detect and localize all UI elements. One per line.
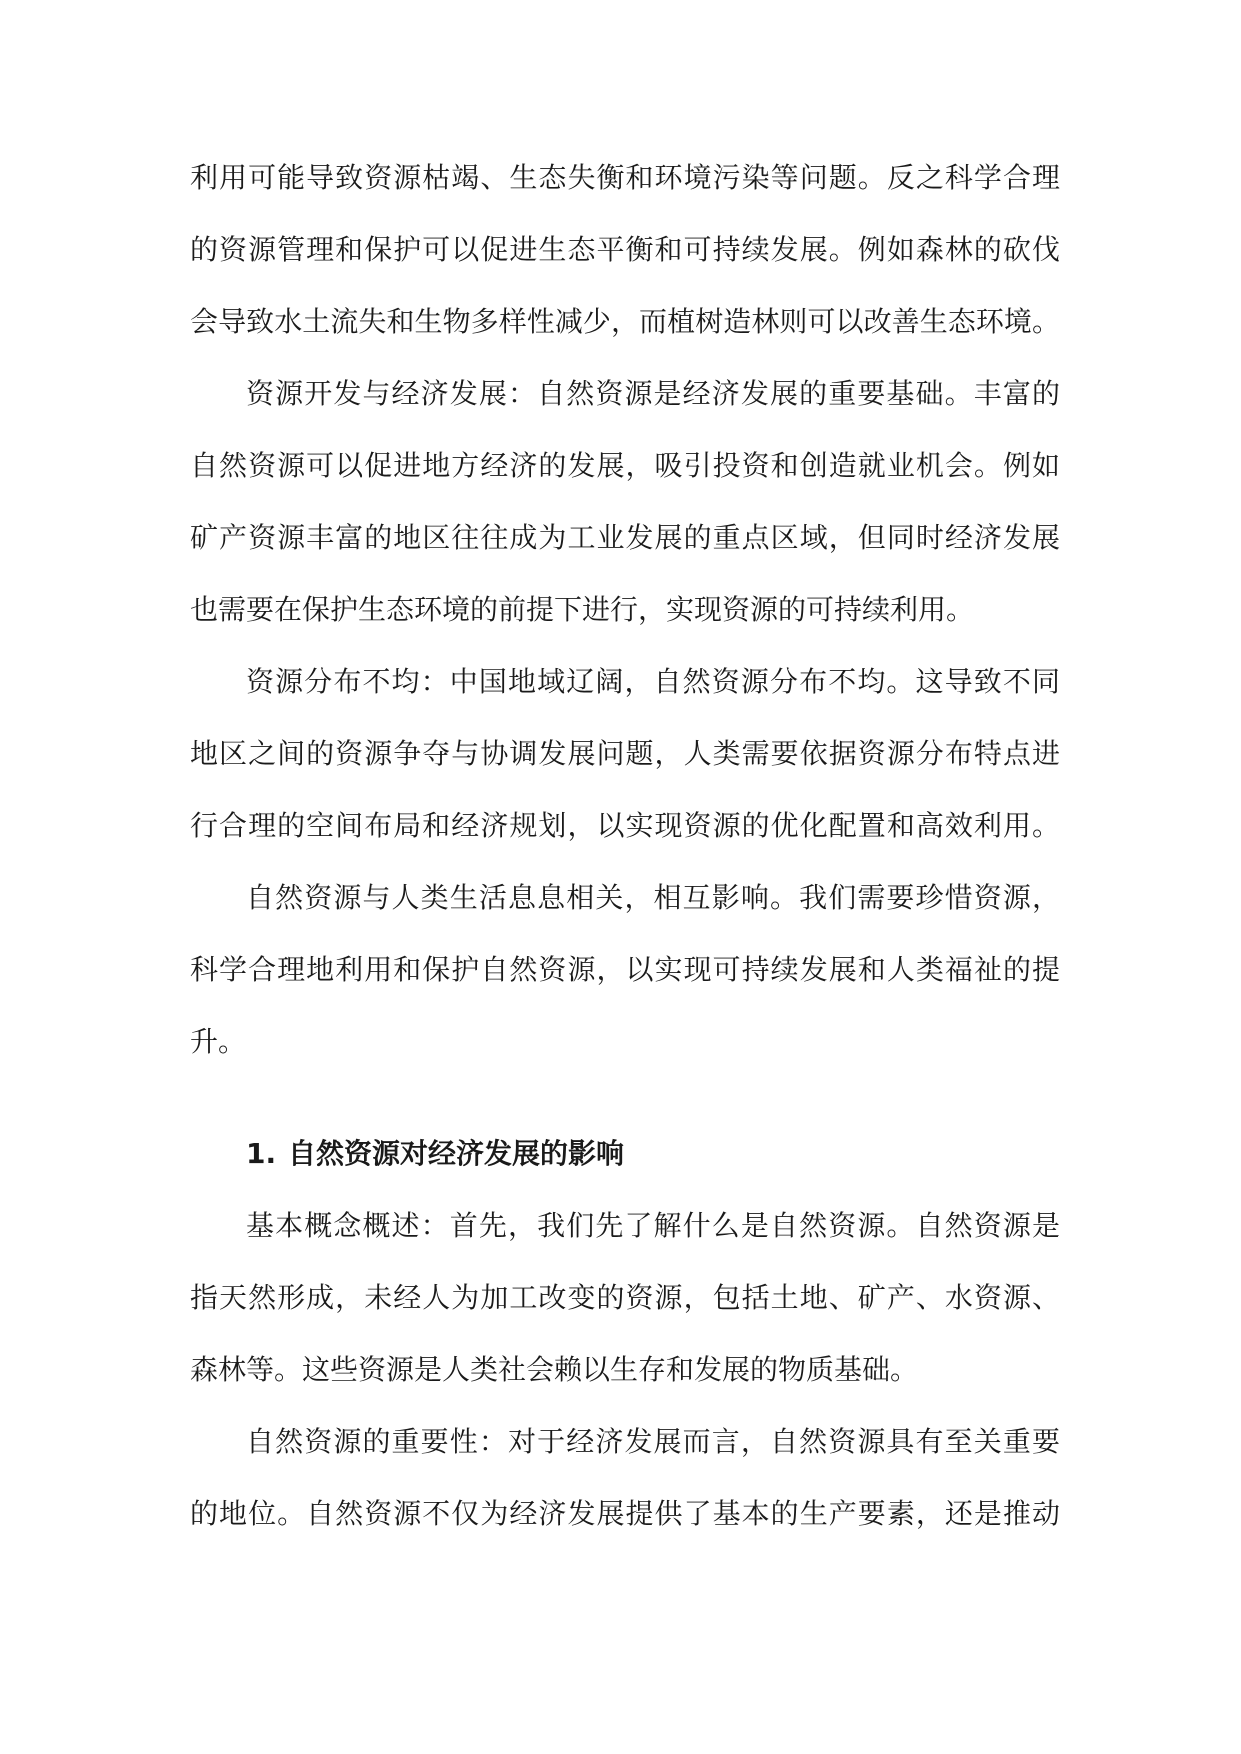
text-line: 利用可能导致资源枯竭、生态失衡和环境污染等问题。反之科学合理	[190, 161, 1060, 194]
text-line: 指天然形成，未经人为加工改变的资源，包括土地、矿产、水资源、	[190, 1281, 1060, 1314]
section-spacer	[190, 1078, 1060, 1118]
text-line: 也需要在保护生态环境的前提下进行，实现资源的可持续利用。	[190, 593, 975, 626]
text-line: 地区之间的资源争夺与协调发展问题，人类需要依据资源分布特点进	[190, 737, 1060, 770]
text-line: 的地位。自然资源不仅为经济发展提供了基本的生产要素，还是推动	[190, 1497, 1060, 1530]
paragraph	[190, 646, 1060, 862]
text-line: 森林等。这些资源是人类社会赖以生存和发展的物质基础。	[190, 1353, 919, 1386]
text-line: 矿产资源丰富的地区往往成为工业发展的重点区域，但同时经济发展	[190, 521, 1060, 554]
text-line: 基本概念概述：首先，我们先了解什么是自然资源。自然资源是	[246, 1209, 1060, 1242]
text-line: 自然资源的重要性：对于经济发展而言，自然资源具有至关重要	[246, 1425, 1060, 1458]
text-line: 行合理的空间布局和经济规划，以实现资源的优化配置和高效利用。	[190, 809, 1060, 842]
text-line: 资源分布不均：中国地域辽阔，自然资源分布不均。这导致不同	[246, 665, 1060, 698]
paragraph	[190, 1190, 1060, 1406]
text-line: 升。	[190, 1025, 247, 1058]
section-number: 1.	[246, 1137, 277, 1170]
text-line: 的资源管理和保护可以促进生态平衡和可持续发展。例如森林的砍伐	[190, 233, 1060, 266]
paragraph	[190, 142, 1060, 358]
text-line: 自然资源可以促进地方经济的发展，吸引投资和创造就业机会。例如	[190, 449, 1060, 482]
paragraph	[190, 1406, 1060, 1550]
text-line: 科学合理地利用和保护自然资源，以实现可持续发展和人类福祉的提	[190, 953, 1060, 986]
document-body	[190, 142, 1060, 1550]
paragraph	[190, 862, 1060, 1078]
section-heading	[190, 1118, 1060, 1190]
text-line: 资源开发与经济发展：自然资源是经济发展的重要基础。丰富的	[246, 377, 1060, 410]
section-title: 自然资源对经济发展的影响	[288, 1137, 625, 1170]
text-line: 自然资源与人类生活息息相关，相互影响。我们需要珍惜资源，	[246, 881, 1060, 914]
text-line: 会导致水土流失和生物多样性减少，而植树造林则可以改善生态环境。	[190, 305, 1060, 338]
paragraph	[190, 358, 1060, 646]
